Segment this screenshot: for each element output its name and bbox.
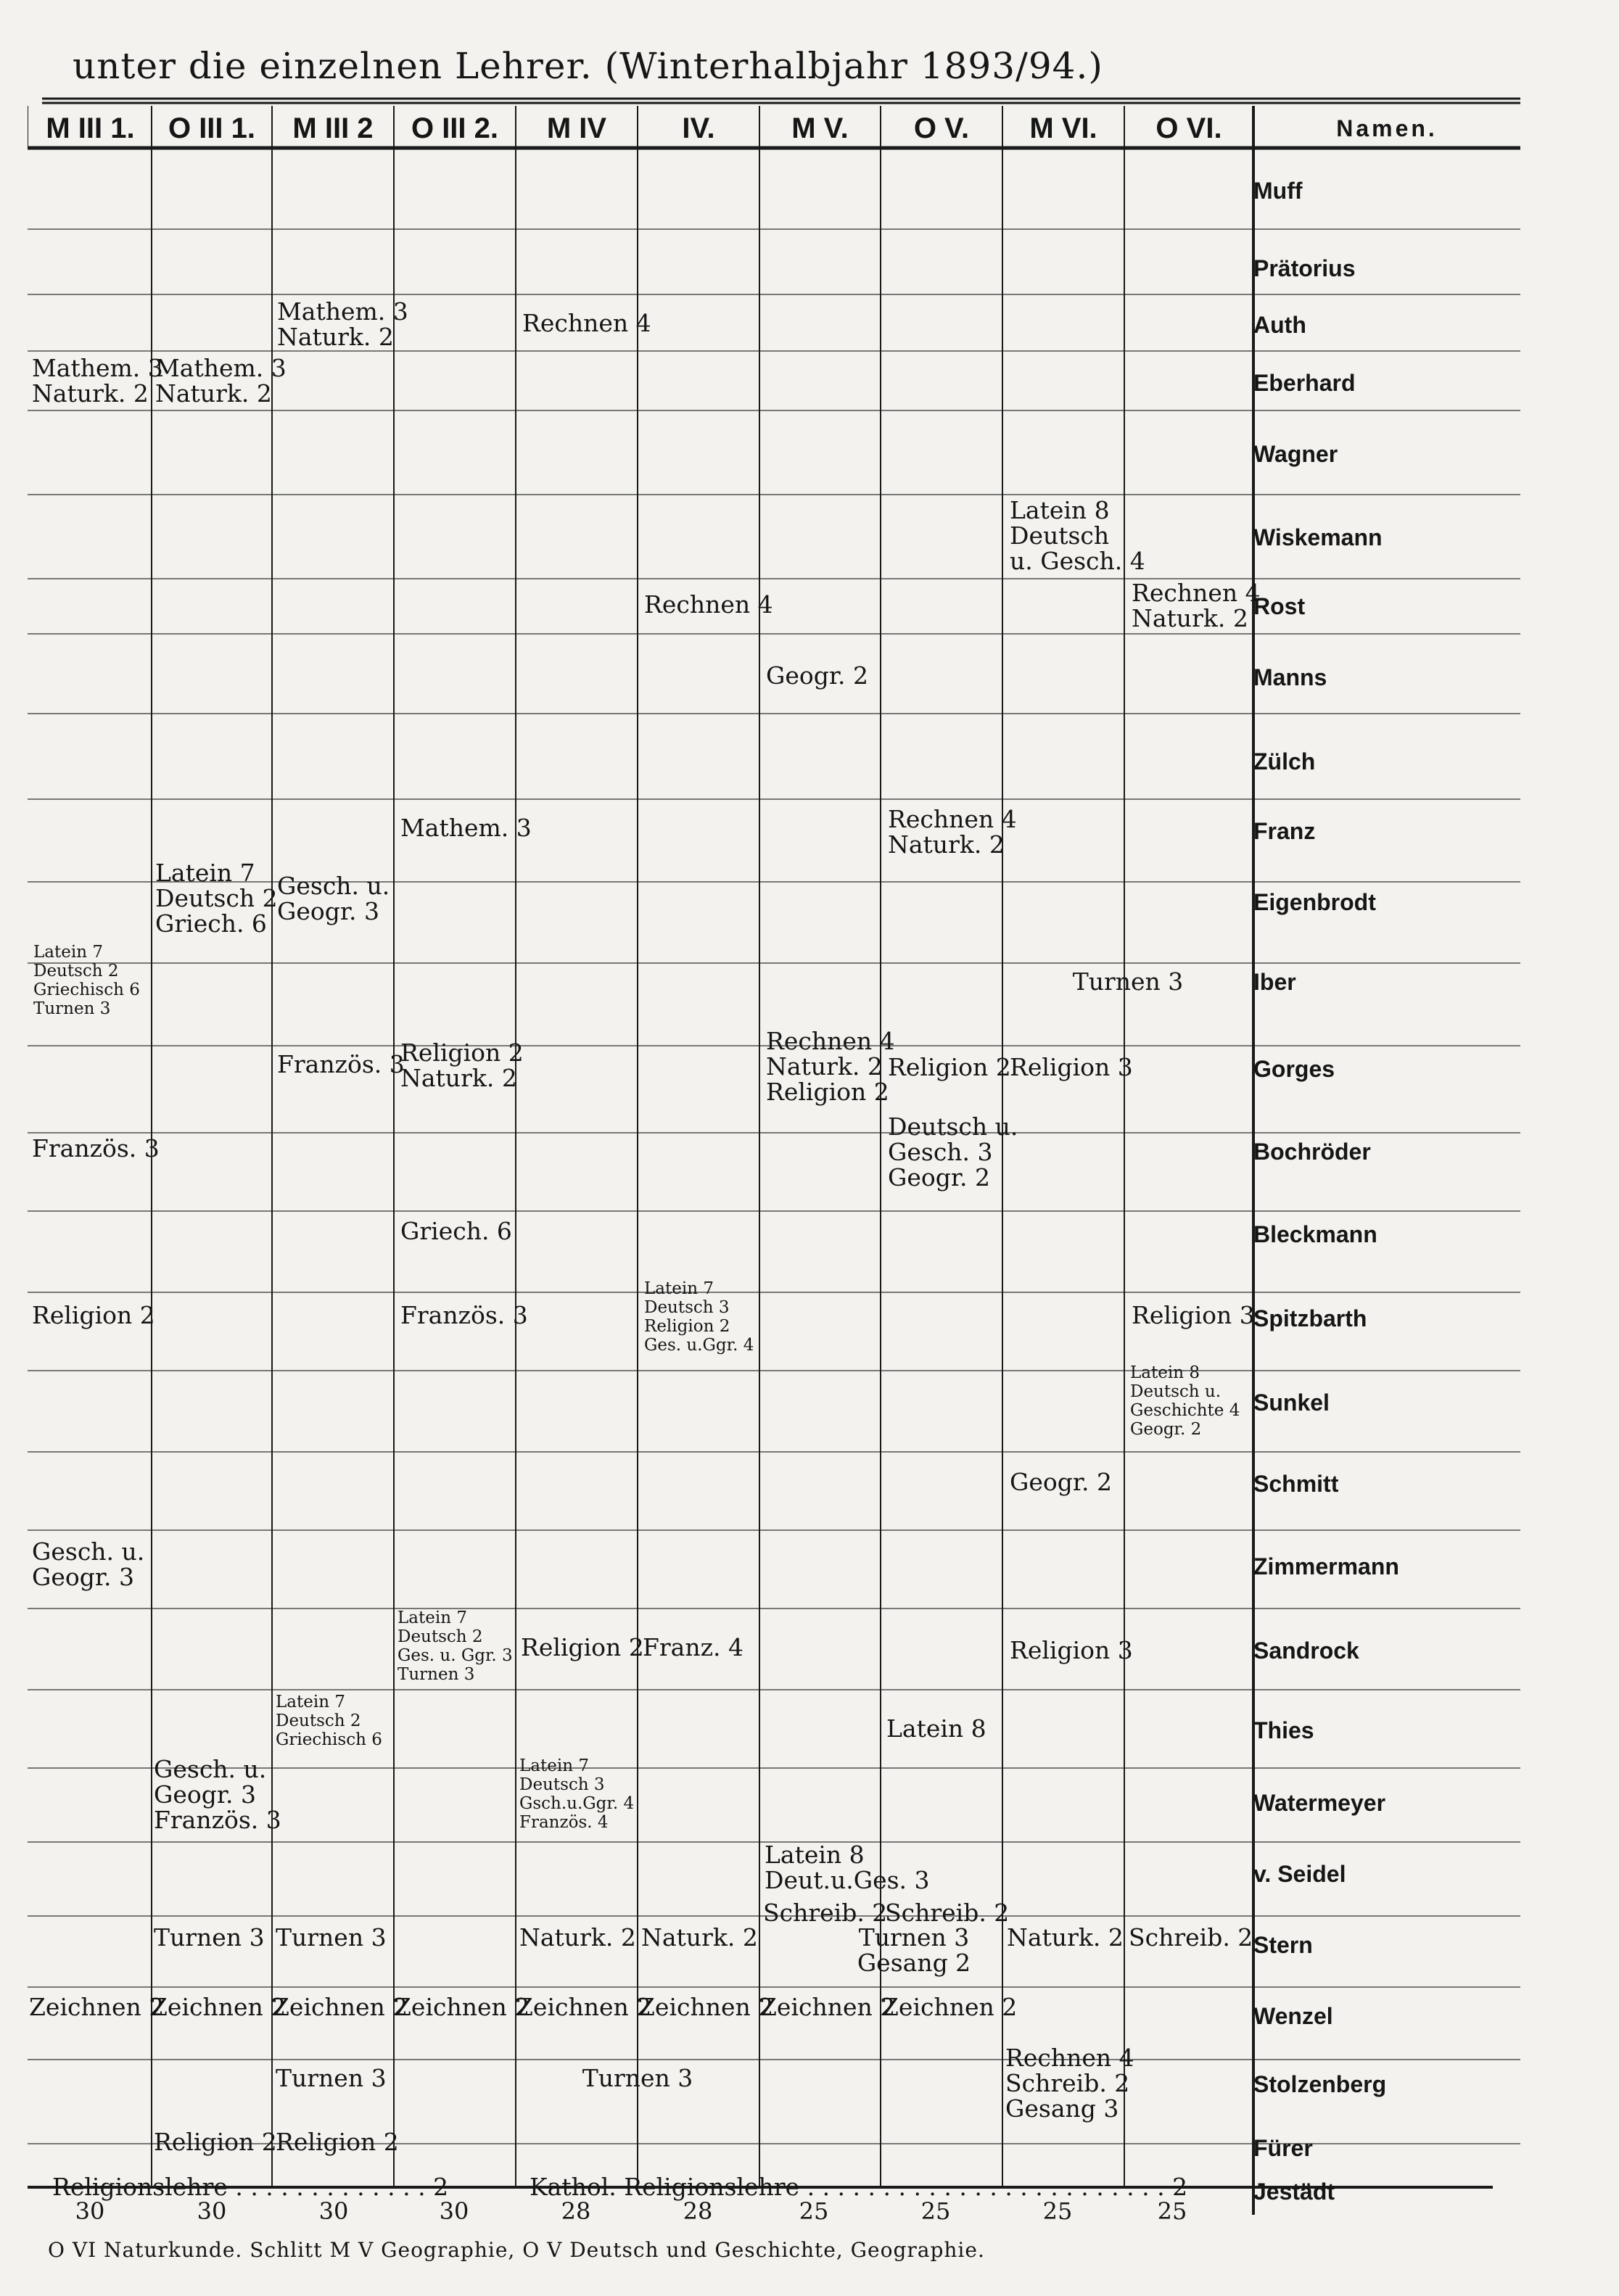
col-header-namen: Namen. (1336, 115, 1438, 141)
cell-wenzel-oiii1: Zeichnen 2 (151, 1993, 287, 2021)
cell-jestadt-kathol-religionslehre: Kathol. Religionslehre . . . . . . . . . . . . . . . . . . . . . . . . 2 (530, 2173, 1188, 2201)
cell-stern-mvi: Naturk. 2 (1007, 1923, 1124, 1952)
cell-wenzel-iv: Zeichnen 2 (638, 1993, 774, 2021)
total-mv: 25 (799, 2197, 829, 2225)
teacher-name: v. Seidel (1253, 1861, 1346, 1887)
teacher-name: Wiskemann (1253, 524, 1383, 550)
cell-spitzbarth-miii1: Religion 2 (32, 1301, 155, 1329)
cell-zimmermann-miii1: Gesch. u. Geogr. 3 (32, 1537, 145, 1591)
cell-auth-miii2: Mathem. 3 Naturk. 2 (277, 297, 408, 351)
teacher-name: Schmitt (1253, 1471, 1339, 1497)
teacher-name: Auth (1253, 312, 1306, 338)
cell-gorges-mv: Rechnen 4 Naturk. 2 Religion 2 (766, 1027, 895, 1106)
cell-stolzenberg-mvi: Rechnen 4 Schreib. 2 Gesang 3 (1005, 2044, 1134, 2123)
teacher-name: Prätorius (1253, 255, 1356, 281)
teacher-name: Eberhard (1253, 370, 1356, 396)
col-header-oiii1: O III 1. (168, 112, 256, 144)
total-oiii1: 30 (197, 2197, 227, 2225)
teacher-name: Sandrock (1253, 1638, 1359, 1664)
total-ovi: 25 (1157, 2197, 1187, 2225)
teacher-name: Franz (1253, 818, 1316, 844)
teacher-name: Eigenbrodt (1253, 889, 1376, 915)
teacher-name: Spitzbarth (1253, 1305, 1367, 1331)
cell-jestadt-religionslehre: Religionslehre . . . . . . . . . . . . . 2 (52, 2173, 449, 2201)
total-mvi: 25 (1042, 2197, 1073, 2225)
teacher-name: Stolzenberg (1253, 2071, 1387, 2097)
teacher-name: Rost (1253, 593, 1306, 619)
cell-bleckmann-oiii2: Griech. 6 (400, 1217, 512, 1245)
teacher-name: Bleckmann (1253, 1221, 1377, 1247)
cell-franz-oiii2: Mathem. 3 (400, 814, 532, 842)
cell-stern-iv: Naturk. 2 (641, 1923, 758, 1952)
total-iv: 28 (683, 2197, 713, 2225)
cell-wiskemann-mvi: Latein 8 Deutsch u. Gesch. 4 (1010, 496, 1145, 575)
cell-stern-ov: Schreib. 2 (885, 1899, 1010, 1927)
cell-furer-oiii1: Religion 2 (154, 2128, 277, 2156)
cell-stern-mv-ov: Turnen 3 Gesang 2 (857, 1923, 971, 1977)
cell-stern-oiii1: Turnen 3 (154, 1923, 265, 1952)
cell-seidel-mv: Latein 8 Deut.u.Ges. 3 (765, 1841, 930, 1894)
col-header-mvi: M VI. (1029, 112, 1097, 144)
cell-sunkel-ovi: Latein 8 Deutsch u. Geschichte 4 Geogr. 2 (1130, 1363, 1240, 1439)
total-miii2: 30 (318, 2197, 349, 2225)
cell-stolzenberg-miv-iv: Turnen 3 (582, 2064, 693, 2092)
cell-gorges-mvi: Religion 3 (1010, 1053, 1133, 1081)
cell-wenzel-miii2: Zeichnen 2 (273, 1993, 408, 2021)
col-header-miii2: M III 2 (292, 112, 374, 144)
col-header-miv: M IV (546, 112, 607, 144)
cell-wenzel-oiii2: Zeichnen 2 (395, 1993, 530, 2021)
cell-iber-miii1: Latein 7 Deutsch 2 Griechisch 6 Turnen 3 (33, 943, 140, 1018)
teacher-name: Gorges (1253, 1056, 1335, 1082)
cell-wenzel-miii1: Zeichnen 2 (29, 1993, 165, 2021)
cell-eigenbrodt-oiii1: Latein 7 Deutsch 2 Griech. 6 (155, 859, 278, 938)
total-ov: 25 (920, 2197, 951, 2225)
cell-wenzel-mv: Zeichnen 2 (760, 1993, 896, 2021)
cell-gorges-ov: Religion 2 (888, 1053, 1011, 1081)
cell-watermeyer-oiii1: Gesch. u. Geogr. 3 Französ. 3 (154, 1755, 281, 1834)
teacher-name: Thies (1253, 1717, 1314, 1743)
cell-spitzbarth-oiii2: Französ. 3 (400, 1301, 528, 1329)
teacher-name: Wenzel (1253, 2003, 1333, 2029)
teacher-name: Zülch (1253, 748, 1316, 775)
total-miv: 28 (561, 2197, 591, 2225)
teacher-name: Manns (1253, 664, 1327, 690)
col-header-oiii2: O III 2. (411, 112, 499, 144)
footnote: O VI Naturkunde. Schlitt M V Geographie, O V Deutsch und Geschichte, Geographie. (48, 2238, 985, 2262)
col-header-ov: O V. (913, 112, 970, 144)
col-header-mv: M V. (791, 112, 849, 144)
col-header-miii1: M III 1. (46, 112, 135, 144)
cell-stern-mv: Schreib. 2 (763, 1899, 888, 1927)
cell-stern-ovi: Schreib. 2 (1129, 1923, 1253, 1952)
cell-wenzel-miv: Zeichnen 2 (516, 1993, 652, 2021)
cell-thies-miii2: Latein 7 Deutsch 2 Griechisch 6 (276, 1693, 382, 1749)
teacher-name: Fürer (1253, 2135, 1313, 2161)
teacher-name: Sunkel (1253, 1389, 1330, 1416)
col-header-iv: IV. (682, 112, 715, 144)
cell-eigenbrodt-miii2: Gesch. u. Geogr. 3 (277, 872, 390, 925)
page-title: unter die einzelnen Lehrer. (Winterhalbjahr 1893/94.) (73, 45, 1103, 87)
cell-schmitt-mvi: Geogr. 2 (1010, 1468, 1113, 1496)
cell-stolzenberg-miii2: Turnen 3 (276, 2064, 387, 2092)
cell-rost-iv: Rechnen 4 (644, 590, 773, 619)
cell-watermeyer-miv: Latein 7 Deutsch 3 Gsch.u.Ggr. 4 Französ. 4 (519, 1756, 635, 1832)
cell-bochroder-miii1: Französ. 3 (32, 1134, 160, 1163)
teacher-name: Bochröder (1253, 1139, 1371, 1165)
cell-furer-miii2: Religion 2 (276, 2128, 399, 2156)
cell-iber-mvi-ovi: Turnen 3 (1072, 967, 1184, 996)
total-miii1: 30 (75, 2197, 105, 2225)
cell-wenzel-ov: Zeichnen 2 (882, 1993, 1018, 2021)
cell-sandrock-mvi: Religion 3 (1010, 1636, 1133, 1664)
teacher-name: Zimmermann (1253, 1553, 1399, 1579)
col-header-ovi: O VI. (1155, 112, 1222, 144)
teacher-name: Iber (1253, 969, 1296, 995)
cell-stern-miv: Naturk. 2 (519, 1923, 636, 1952)
teacher-name: Watermeyer (1253, 1790, 1386, 1816)
cell-spitzbarth-ovi: Religion 3 (1132, 1301, 1255, 1329)
cell-spitzbarth-iv: Latein 7 Deutsch 3 Religion 2 Ges. u.Ggr. 4 (644, 1279, 754, 1355)
cell-manns-mv: Geogr. 2 (766, 661, 869, 690)
cell-sandrock-iv: Franz. 4 (643, 1633, 743, 1661)
cell-stern-miii2: Turnen 3 (276, 1923, 387, 1952)
cell-eberhard-miii1: Mathem. 3 Naturk. 2 (32, 354, 163, 408)
cell-eberhard-oiii1: Mathem. 3 Naturk. 2 (155, 354, 287, 408)
cell-rost-ovi: Rechnen 4 Naturk. 2 (1132, 579, 1261, 632)
cell-auth-miv: Rechnen 4 (522, 309, 651, 337)
cell-gorges-miii2: Französ. 3 (277, 1050, 405, 1078)
cell-sandrock-oiii2: Latein 7 Deutsch 2 Ges. u. Ggr. 3 Turnen 3 (397, 1609, 513, 1684)
cell-gorges-oiii2: Religion 2 Naturk. 2 (400, 1038, 524, 1092)
cell-bochroder-ov: Deutsch u. Gesch. 3 Geogr. 2 (888, 1112, 1018, 1192)
cell-thies-ov: Latein 8 (886, 1714, 986, 1743)
teacher-name: Wagner (1253, 441, 1338, 467)
teacher-name: Stern (1253, 1932, 1313, 1958)
total-oiii2: 30 (439, 2197, 469, 2225)
teacher-name: Jestädt (1253, 2179, 1335, 2205)
teacher-name: Muff (1253, 178, 1303, 204)
cell-sandrock-miv: Religion 2 (521, 1633, 644, 1661)
cell-franz-ov: Rechnen 4 Naturk. 2 (888, 805, 1017, 859)
